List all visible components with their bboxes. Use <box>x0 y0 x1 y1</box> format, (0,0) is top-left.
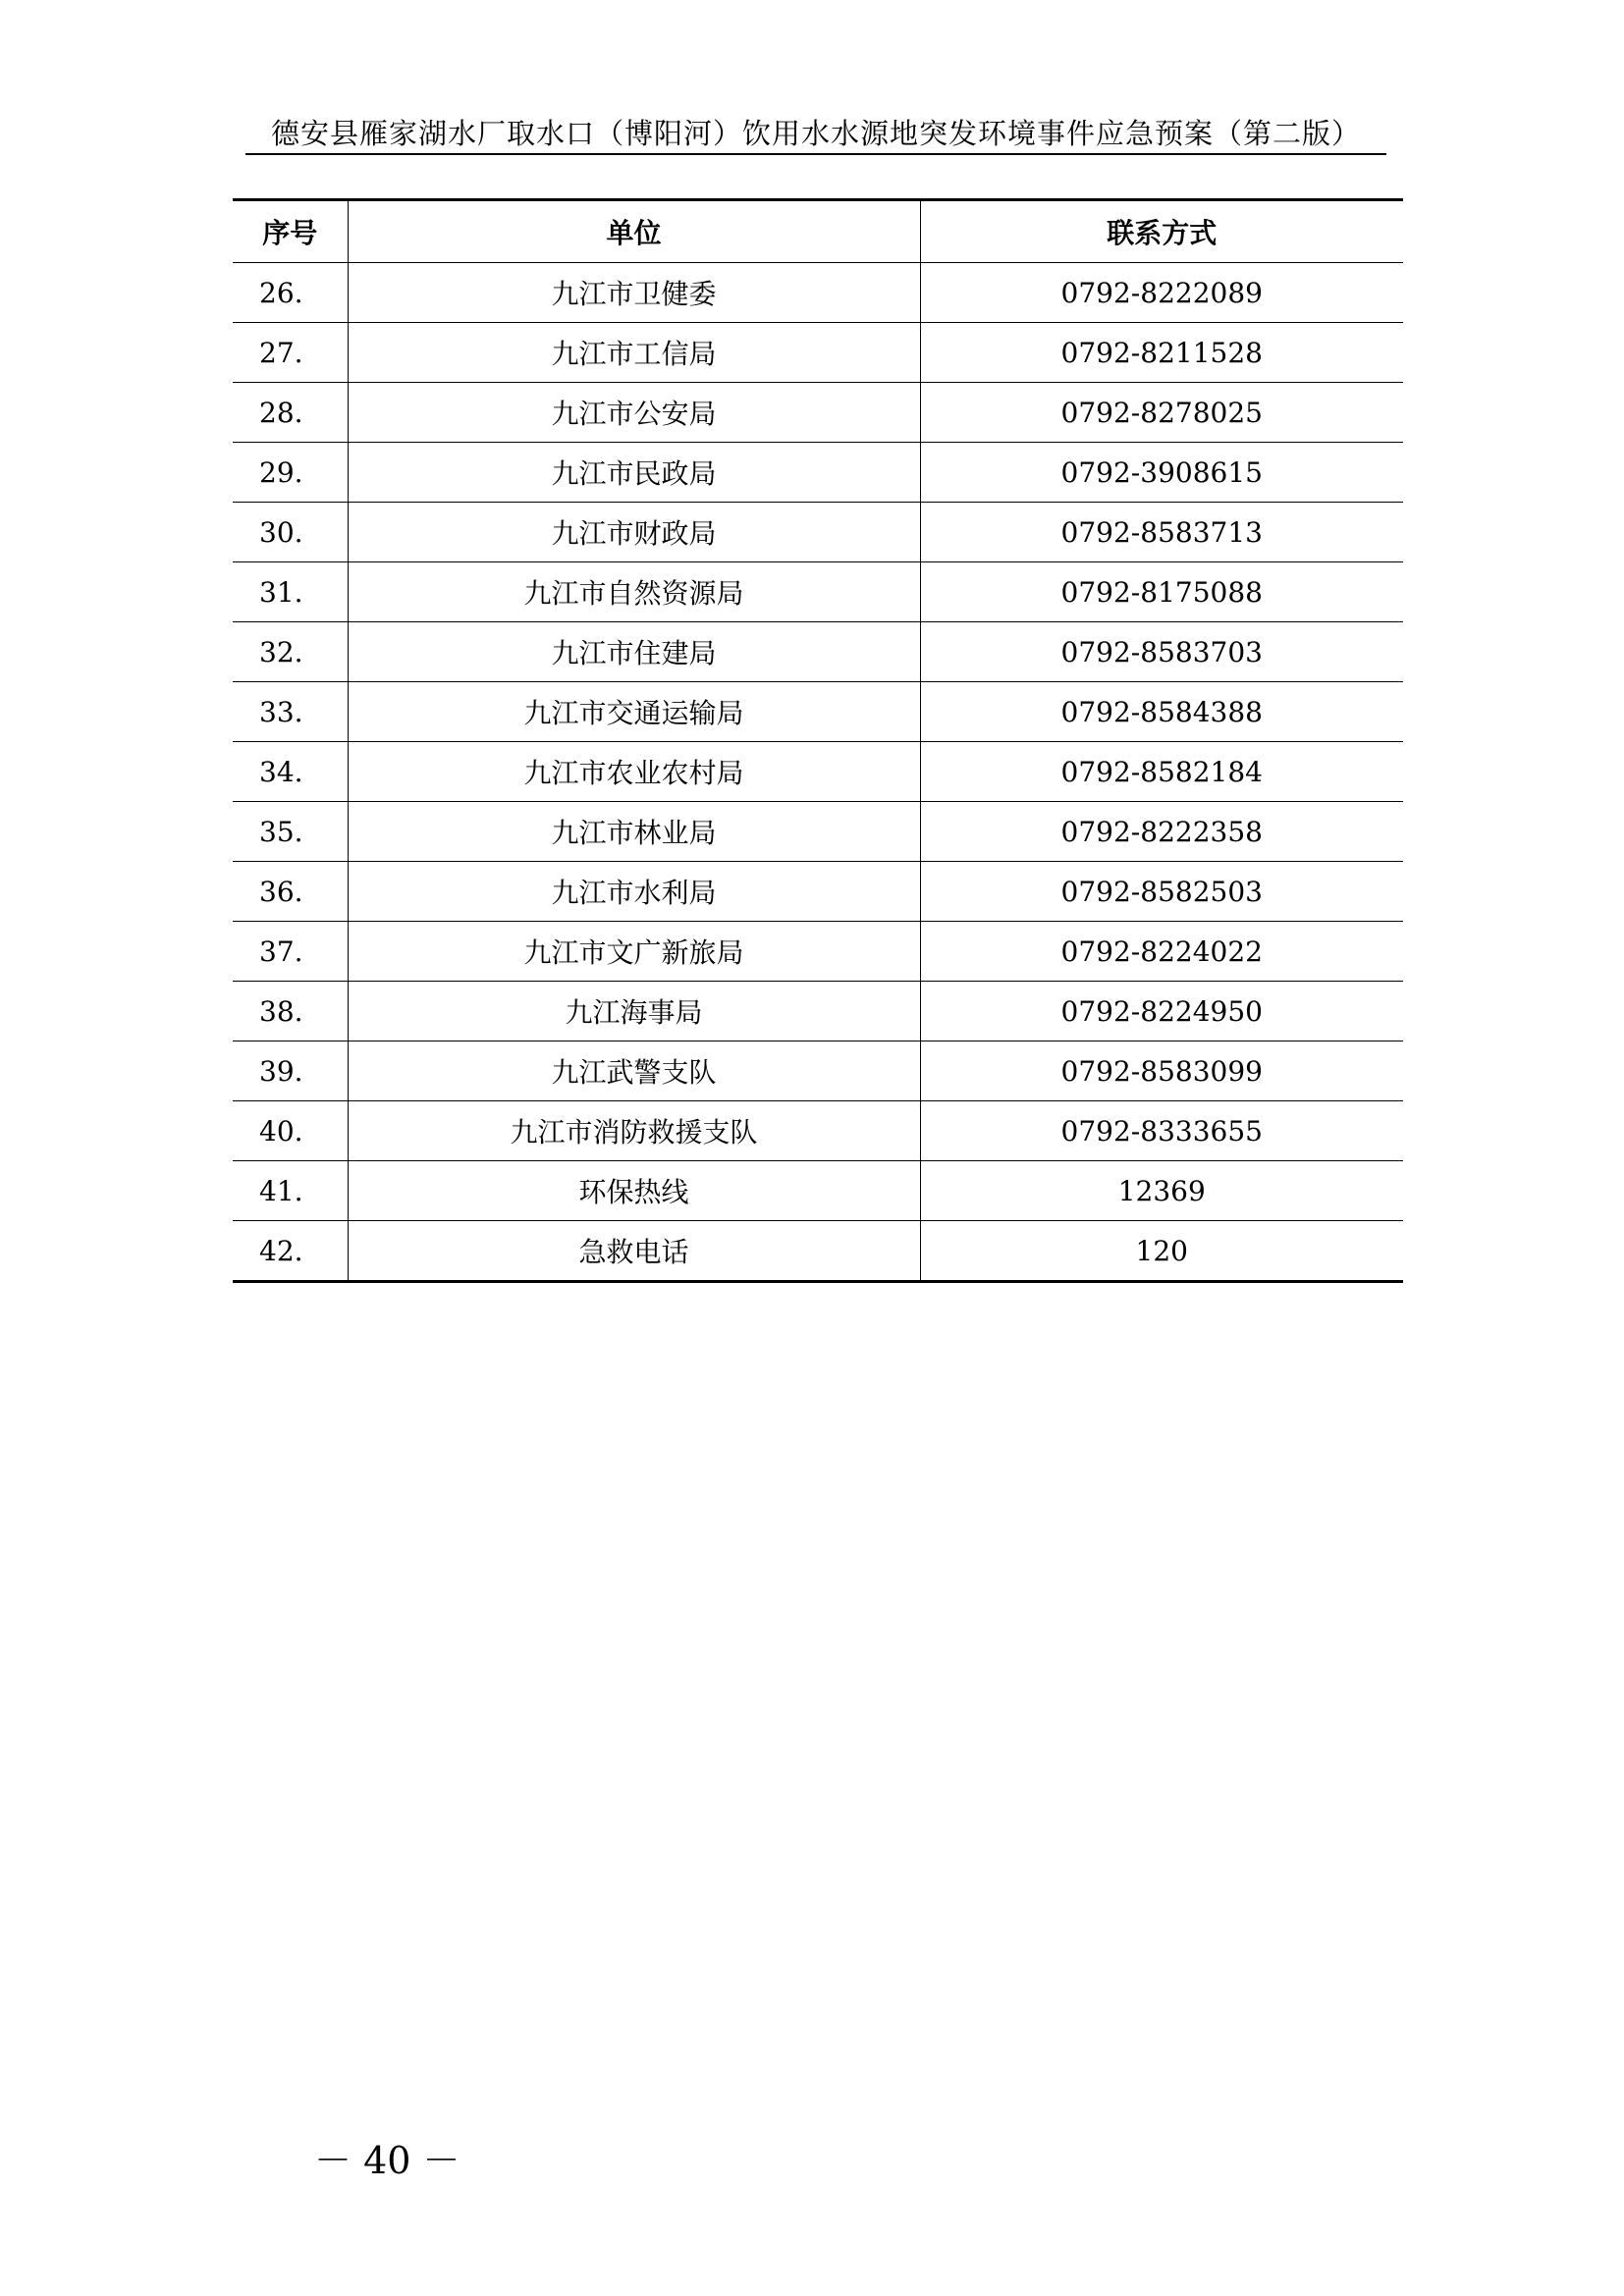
table-row <box>233 323 1403 383</box>
row-contact: 0792-8224022 <box>920 922 1403 982</box>
table-row <box>233 263 1403 323</box>
row-contact: 0792-8583703 <box>920 622 1403 682</box>
column-header-seq: 序号 <box>233 200 348 263</box>
row-unit: 九江市交通运输局 <box>348 682 920 742</box>
table-row <box>233 443 1403 503</box>
row-unit: 九江市消防救援支队 <box>348 1101 920 1161</box>
table-row <box>233 503 1403 562</box>
row-contact: 0792-8224950 <box>920 982 1403 1041</box>
row-contact: 0792-8584388 <box>920 682 1403 742</box>
row-seq: 42. <box>233 1221 348 1282</box>
row-contact: 0792-3908615 <box>920 443 1403 503</box>
row-seq: 35. <box>233 802 348 862</box>
table-header-row <box>233 200 1403 263</box>
row-contact: 0792-8583099 <box>920 1041 1403 1101</box>
row-seq: 41. <box>233 1161 348 1221</box>
row-unit: 环保热线 <box>348 1161 920 1221</box>
row-seq: 38. <box>233 982 348 1041</box>
contact-table <box>233 198 1403 1283</box>
row-contact: 0792-8278025 <box>920 383 1403 443</box>
row-contact: 0792-8582184 <box>920 742 1403 802</box>
row-unit: 九江市水利局 <box>348 862 920 922</box>
row-seq: 33. <box>233 682 348 742</box>
row-contact: 0792-8333655 <box>920 1101 1403 1161</box>
row-contact: 0792-8222358 <box>920 802 1403 862</box>
row-unit: 九江市公安局 <box>348 383 920 443</box>
row-unit: 九江武警支队 <box>348 1041 920 1101</box>
row-seq: 30. <box>233 503 348 562</box>
row-seq: 26. <box>233 263 348 323</box>
table-row <box>233 622 1403 682</box>
row-unit: 九江市农业农村局 <box>348 742 920 802</box>
table-row <box>233 982 1403 1041</box>
table-row <box>233 562 1403 622</box>
row-contact: 120 <box>1135 1234 1188 1267</box>
row-unit: 九江市卫健委 <box>348 263 920 323</box>
table-row <box>233 1221 1403 1282</box>
row-unit: 九江市住建局 <box>348 622 920 682</box>
row-seq: 32. <box>233 622 348 682</box>
row-contact: 0792-8211528 <box>920 323 1403 383</box>
row-unit: 九江市林业局 <box>348 802 920 862</box>
table-row <box>233 802 1403 862</box>
row-contact: 0792-8222089 <box>920 263 1403 323</box>
row-unit: 九江海事局 <box>348 982 920 1041</box>
row-contact: 0792-8583713 <box>920 503 1403 562</box>
row-contact: 0792-8582503 <box>920 862 1403 922</box>
row-seq: 37. <box>233 922 348 982</box>
column-header-unit: 单位 <box>348 200 920 263</box>
row-seq: 29. <box>233 443 348 503</box>
document-header: 德安县雁家湖水厂取水口（博阳河）饮用水水源地突发环境事件应急预案（第二版） <box>270 117 1361 150</box>
table-row <box>233 922 1403 982</box>
row-unit: 九江市财政局 <box>348 503 920 562</box>
row-seq: 40. <box>233 1101 348 1161</box>
header-rule <box>245 153 1386 155</box>
table-row <box>233 383 1403 443</box>
table-row <box>233 682 1403 742</box>
row-seq: 31. <box>233 562 348 622</box>
row-contact: 0792-8175088 <box>920 562 1403 622</box>
row-unit: 急救电话 <box>348 1221 920 1282</box>
table-row <box>233 1041 1403 1101</box>
page-number: － 40 － <box>314 2139 460 2182</box>
table-row <box>233 742 1403 802</box>
row-unit: 九江市工信局 <box>348 323 920 383</box>
table-row <box>233 862 1403 922</box>
row-contact: 12369 <box>920 1161 1403 1221</box>
row-seq: 28. <box>233 383 348 443</box>
row-unit: 九江市自然资源局 <box>348 562 920 622</box>
table-row <box>233 1161 1403 1221</box>
row-seq: 39. <box>233 1041 348 1101</box>
column-header-contact: 联系方式 <box>920 200 1403 263</box>
row-seq: 36. <box>233 862 348 922</box>
row-seq: 27. <box>233 323 348 383</box>
row-unit: 九江市文广新旅局 <box>348 922 920 982</box>
row-unit: 九江市民政局 <box>348 443 920 503</box>
table-row <box>233 1101 1403 1161</box>
row-seq: 34. <box>233 742 348 802</box>
